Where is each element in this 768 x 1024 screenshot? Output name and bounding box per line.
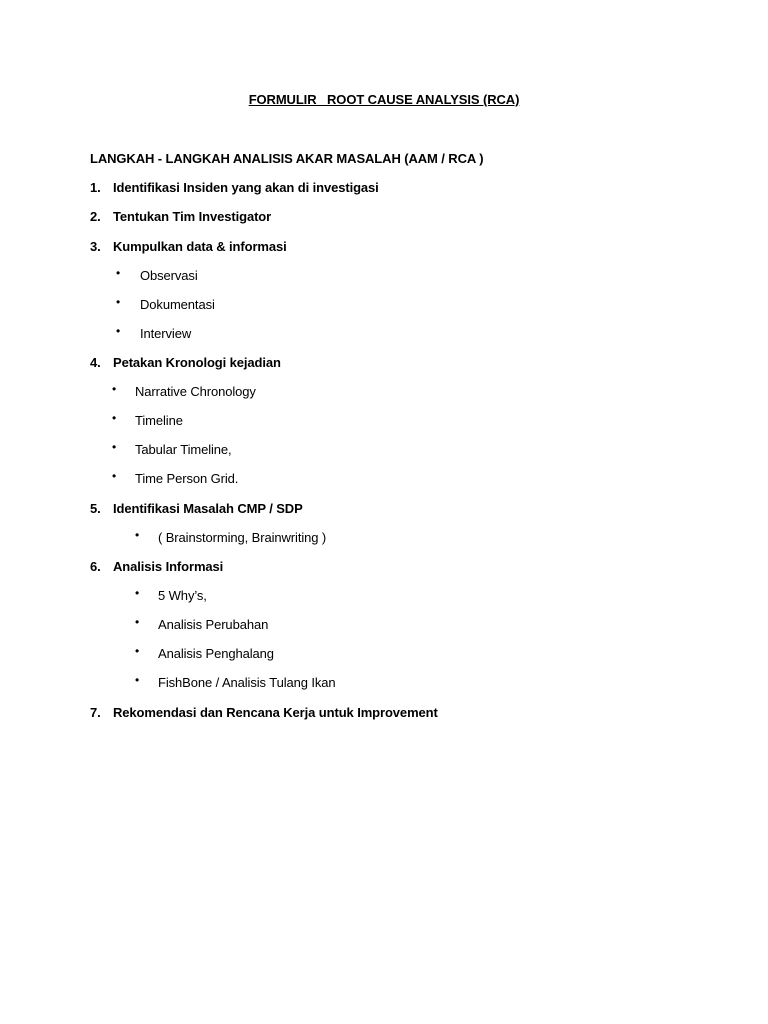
step-label: Identifikasi Masalah CMP / SDP <box>113 501 303 516</box>
bullet-marker: • <box>112 411 117 425</box>
bullet-marker: • <box>116 295 121 309</box>
step-label: Tentukan Tim Investigator <box>113 209 272 224</box>
bullet-marker: • <box>112 469 117 483</box>
step-label: Identifikasi Insiden yang akan di investigasi <box>113 180 379 195</box>
list-item: • ( Brainstorming, Brainwriting ) <box>135 528 327 545</box>
step-number: 7. <box>90 705 101 720</box>
step-number: 1. <box>90 180 101 195</box>
list-item: • 5 Why’s, <box>135 586 207 603</box>
step-2 <box>90 209 271 224</box>
list-item: • Dokumentasi <box>116 295 215 312</box>
document-title: FORMULIR ROOT CAUSE ANALYSIS (RCA) <box>248 92 520 107</box>
list-item: • Analisis Penghalang <box>135 644 274 661</box>
section-heading: LANGKAH - LANGKAH ANALISIS AKAR MASALAH (AAM / RCA ) <box>90 151 484 166</box>
step-label: Analisis Informasi <box>113 559 224 574</box>
step-number: 2. <box>90 209 101 224</box>
bullet-marker: • <box>135 644 140 658</box>
bullet-marker: • <box>135 615 140 629</box>
step-number: 3. <box>90 239 101 254</box>
bullet-marker: • <box>112 382 117 396</box>
list-item: • Narrative Chronology <box>112 382 256 399</box>
list-item: • Time Person Grid. <box>112 469 239 486</box>
list-item: • Observasi <box>116 266 198 283</box>
step-1 <box>90 180 379 195</box>
step-3 <box>90 239 287 254</box>
step-6 <box>90 559 223 574</box>
step-number: 5. <box>90 501 101 516</box>
step-5 <box>90 501 303 516</box>
step-label: Petakan Kronologi kejadian <box>113 355 281 370</box>
bullet-marker: • <box>135 528 140 542</box>
bullet-marker: • <box>116 266 121 280</box>
step-label: Kumpulkan data & informasi <box>113 239 287 254</box>
list-item: • Interview <box>116 324 192 341</box>
list-item: • Tabular Timeline, <box>112 440 232 457</box>
bullet-marker: • <box>116 324 121 338</box>
list-item: • Timeline <box>112 411 183 428</box>
step-label: Rekomendasi dan Rencana Kerja untuk Improvement <box>113 705 438 720</box>
bullet-marker: • <box>135 586 140 600</box>
list-item: • Analisis Perubahan <box>135 615 269 632</box>
step-4 <box>90 355 281 370</box>
step-number: 4. <box>90 355 101 370</box>
bullet-marker: • <box>112 440 117 454</box>
step-7 <box>90 705 438 720</box>
list-item: • FishBone / Analisis Tulang Ikan <box>135 673 336 690</box>
bullet-marker: • <box>135 673 140 687</box>
step-number: 6. <box>90 559 101 574</box>
